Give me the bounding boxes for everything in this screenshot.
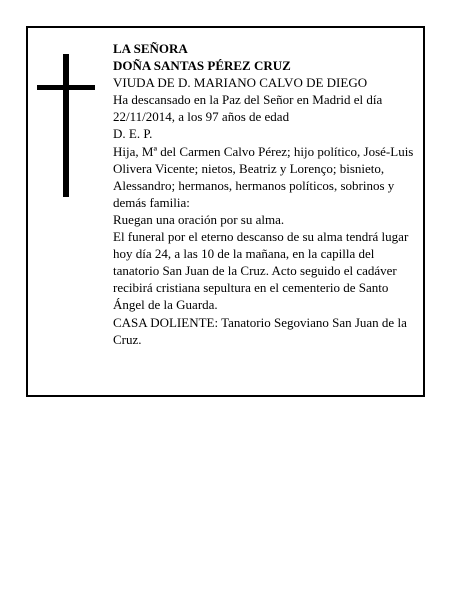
notice-text [113, 40, 419, 348]
funeral-line: El funeral por el eterno descanso de su alma tendrá lugar hoy día 24, a las 10 de la mañana, en la capilla del tanatorio San Juan de la Cruz. Acto seguido el cadáver recibirá cristiana sepultura en el cementerio de Santo Ángel de la Guarda. [113, 229, 409, 313]
rest-line: Ha descansado en la Paz del Señor en Madrid el día 22/11/2014, a los 97 años de edad [113, 92, 383, 125]
cross-horizontal-bar [37, 85, 95, 90]
dep-line: D. E. P. [113, 126, 153, 142]
deceased-name: DOÑA SANTAS PÉREZ CRUZ [113, 58, 291, 74]
casa-doliente-line: CASA DOLIENTE: Tanatorio Segoviano San Juan de la Cruz. [113, 314, 407, 347]
cross-vertical-bar [63, 54, 69, 197]
widow-line: VIUDA DE D. MARIANO CALVO DE DIEGO [113, 75, 368, 91]
notice-title: LA SEÑORA [113, 41, 188, 56]
prayer-line: Ruegan una oración por su alma. [113, 211, 285, 227]
family-line: Hija, Mª del Carmen Calvo Pérez; hijo político, José-Luis Olivera Vicente; nietos, Beatriz y Lorenço; bisnieto, Alessandro; hermanos, hermanos políticos, sobrinos y demás familia: [113, 143, 414, 210]
